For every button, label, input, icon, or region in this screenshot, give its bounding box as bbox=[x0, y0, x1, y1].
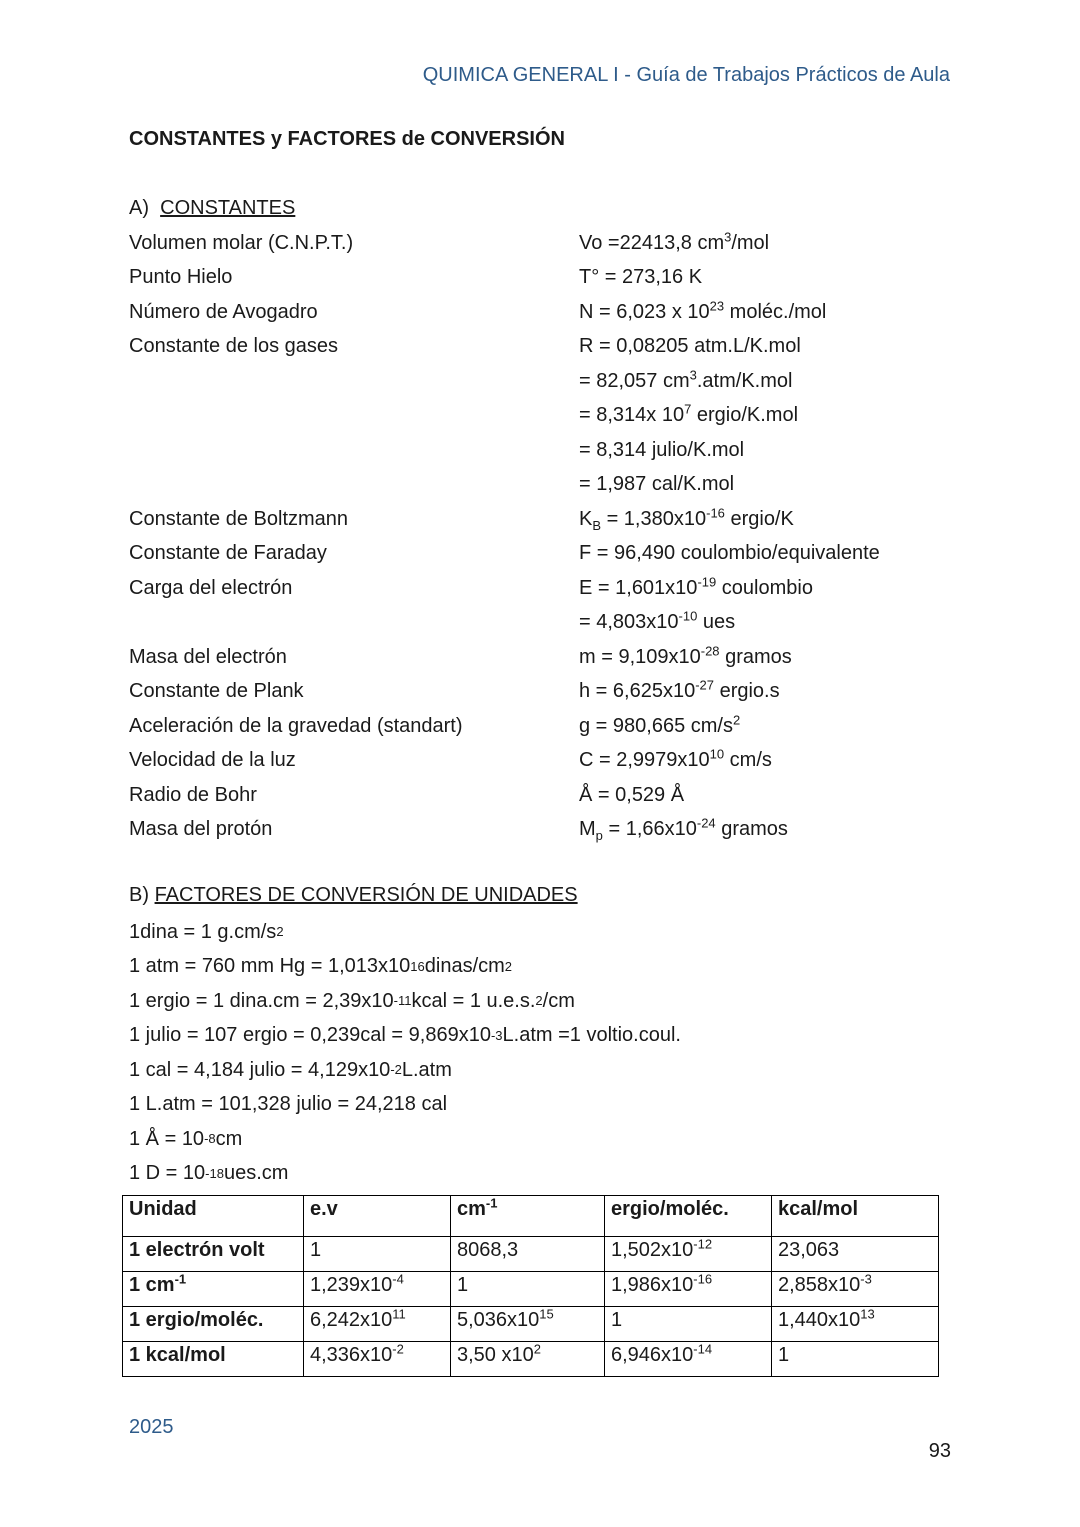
constant-label: Volumen molar (C.N.P.T.) bbox=[129, 231, 354, 254]
table-cell bbox=[772, 1196, 939, 1237]
constant-value bbox=[579, 542, 880, 565]
constant-row bbox=[129, 744, 949, 779]
value-text: = 1,987 cal/K.mol bbox=[579, 473, 735, 496]
factor-row: 1 D = 10 -18 ues.cm bbox=[129, 1162, 289, 1185]
page-header: QUIMICA GENERAL I - Guía de Trabajos Prácticos de Aula bbox=[422, 64, 950, 86]
constant-label: Número de Avogadro bbox=[129, 300, 318, 323]
constant-value bbox=[579, 367, 793, 393]
value-exponent: -10 bbox=[678, 608, 698, 624]
value-unit: ergio.s bbox=[714, 680, 780, 703]
constant-value bbox=[579, 505, 794, 533]
constant-value bbox=[579, 712, 741, 738]
value-unit: coulombio bbox=[716, 576, 813, 599]
cell-text: 1 electrón volt bbox=[129, 1239, 265, 1261]
value-text: Vo =22413,8 cm bbox=[579, 231, 725, 254]
cell-exponent: 15 bbox=[539, 1306, 554, 1322]
table-row bbox=[123, 1237, 939, 1272]
value-unit: .atm/K.mol bbox=[696, 369, 793, 392]
factor-text: 1 ergio = 1 dina.cm = 2,39x10 bbox=[129, 989, 394, 1012]
table-cell bbox=[605, 1237, 772, 1272]
factor-text: /cm bbox=[542, 989, 575, 1012]
cell-exponent: -2 bbox=[392, 1341, 404, 1357]
cell-exponent: -14 bbox=[693, 1341, 713, 1357]
value-text: R = 0,08205 atm.L/K.mol bbox=[579, 335, 801, 358]
factor-row bbox=[129, 1088, 681, 1123]
factor-text: 1 L.atm = 101,328 julio = 24,218 cal bbox=[129, 1093, 448, 1116]
table-cell bbox=[451, 1272, 605, 1307]
factor-text: 1 julio = 107 ergio = 0,239cal = 9,869x10 bbox=[129, 1024, 491, 1047]
value-exponent: 2 bbox=[732, 712, 741, 728]
constant-row bbox=[129, 709, 949, 744]
factor-row: 1 Å = 10 -8 cm bbox=[129, 1127, 243, 1150]
cell-text: e.v bbox=[310, 1198, 338, 1220]
constant-row bbox=[129, 330, 949, 365]
table-cell bbox=[605, 1272, 772, 1307]
value-exponent: 3 bbox=[689, 367, 697, 383]
value-text: Å = 0,529 Å bbox=[579, 783, 685, 806]
document-title: CONSTANTES y FACTORES de CONVERSIÓN bbox=[129, 128, 565, 150]
section-a-title: CONSTANTES bbox=[160, 197, 296, 219]
cell-exponent: -3 bbox=[860, 1271, 872, 1287]
constant-value bbox=[579, 784, 684, 807]
section-b-title: FACTORES DE CONVERSIÓN DE UNIDADES bbox=[154, 884, 578, 906]
value-text: T° = 273,16 K bbox=[579, 266, 703, 289]
value-exponent: -19 bbox=[697, 574, 717, 590]
constant-label: Constante de Boltzmann bbox=[129, 507, 349, 530]
constants-list bbox=[129, 226, 949, 847]
section-a-heading bbox=[129, 197, 295, 220]
cell-text: 1,502x10 bbox=[611, 1239, 694, 1261]
value-unit: ergio/K bbox=[724, 507, 794, 530]
factor-text: 1dina = 1 g.cm/s bbox=[129, 920, 277, 943]
factor-text: 1 D = 10 bbox=[129, 1162, 206, 1185]
constant-label: Carga del electrón bbox=[129, 576, 293, 599]
table-cell bbox=[304, 1342, 451, 1377]
constant-row bbox=[129, 640, 949, 675]
cell-text: 3,50 x10 bbox=[457, 1344, 534, 1366]
cell-text: 1 bbox=[457, 1274, 469, 1296]
cell-exponent: 11 bbox=[392, 1306, 406, 1322]
value-text: = 8,314 julio/K.mol bbox=[579, 438, 745, 461]
constant-value bbox=[579, 473, 734, 496]
factor-row: 1 atm = 760 mm Hg = 1,013x10 16 dinas/cm 2 bbox=[129, 955, 513, 978]
cell-text: 4,336x10 bbox=[310, 1344, 393, 1366]
cell-exponent: -4 bbox=[392, 1271, 404, 1287]
value-text: = 8,314x 10 bbox=[579, 404, 685, 427]
table-cell bbox=[123, 1272, 304, 1307]
value-text: F = 96,490 coulombio/equivalente bbox=[579, 542, 880, 565]
constant-row bbox=[129, 571, 949, 606]
value-exponent: -16 bbox=[706, 505, 725, 521]
value-unit: gramos bbox=[719, 645, 792, 668]
table-header-row bbox=[123, 1196, 939, 1237]
value-exponent: -27 bbox=[695, 677, 715, 693]
cell-text: 2,858x10 bbox=[778, 1274, 861, 1296]
value-subscript: p bbox=[595, 828, 603, 844]
table-cell bbox=[605, 1196, 772, 1237]
value-unit: cm/s bbox=[724, 749, 772, 772]
constant-value bbox=[579, 746, 772, 772]
table-cell bbox=[304, 1307, 451, 1342]
constant-value bbox=[579, 677, 780, 703]
constant-value bbox=[579, 439, 744, 462]
constant-row bbox=[129, 364, 949, 399]
constant-row bbox=[129, 468, 949, 503]
cell-exponent: 13 bbox=[860, 1306, 875, 1322]
cell-text: 1 cm bbox=[129, 1274, 175, 1296]
constant-label: Constante de Plank bbox=[129, 680, 304, 703]
section-a-prefix: A) bbox=[129, 197, 149, 219]
factor-text: ues.cm bbox=[223, 1162, 289, 1185]
factor-text: 1 atm = 760 mm Hg = 1,013x10 bbox=[129, 955, 411, 978]
cell-exponent: 2 bbox=[533, 1341, 541, 1357]
constant-value bbox=[579, 298, 827, 324]
constant-label: Radio de Bohr bbox=[129, 783, 257, 806]
cell-text: 23,063 bbox=[778, 1239, 840, 1261]
value-exponent: 10 bbox=[709, 746, 725, 762]
constant-label: Masa del electrón bbox=[129, 645, 287, 668]
table-cell bbox=[451, 1342, 605, 1377]
value-text: = 1,66x10 bbox=[602, 818, 697, 841]
table-cell bbox=[451, 1307, 605, 1342]
constant-value bbox=[579, 229, 770, 255]
constant-row bbox=[129, 433, 949, 468]
cell-text: 1 ergio/moléc. bbox=[129, 1309, 264, 1331]
value-exponent: -24 bbox=[696, 815, 716, 831]
constant-value bbox=[579, 401, 799, 427]
constant-row bbox=[129, 675, 949, 710]
cell-text: 1 bbox=[778, 1344, 790, 1366]
constant-label: Masa del protón bbox=[129, 818, 273, 841]
factor-row: 1dina = 1 g.cm/s 2 bbox=[129, 920, 284, 943]
factor-row: 1 ergio = 1 dina.cm = 2,39x10 -11 kcal = 1 u.e.s. 2 /cm bbox=[129, 989, 575, 1012]
cell-text: kcal/mol bbox=[778, 1198, 859, 1220]
value-text: N = 6,023 x 10 bbox=[579, 300, 710, 323]
value-unit: ergio/K.mol bbox=[691, 404, 799, 427]
value-unit: ues bbox=[697, 611, 736, 634]
constant-label: Constante de los gases bbox=[129, 335, 339, 358]
value-text: E = 1,601x10 bbox=[579, 576, 698, 599]
constant-value bbox=[579, 266, 702, 289]
value-subscript: B bbox=[592, 517, 602, 533]
cell-text: 6,946x10 bbox=[611, 1344, 694, 1366]
value-exponent: 3 bbox=[724, 229, 732, 245]
table-cell bbox=[772, 1272, 939, 1307]
constant-label: Constante de Faraday bbox=[129, 542, 327, 565]
cell-text: 5,036x10 bbox=[457, 1309, 540, 1331]
conversion-factors-list bbox=[129, 915, 681, 1191]
cell-text: 6,242x10 bbox=[310, 1309, 393, 1331]
table-cell bbox=[772, 1307, 939, 1342]
constant-row bbox=[129, 295, 949, 330]
constant-row bbox=[129, 226, 949, 261]
table-cell bbox=[123, 1237, 304, 1272]
value-text: K bbox=[579, 507, 593, 530]
value-text: g = 980,665 cm/s bbox=[579, 714, 733, 737]
constant-row bbox=[129, 813, 949, 848]
value-unit: moléc./mol bbox=[724, 300, 827, 323]
value-text: h = 6,625x10 bbox=[579, 680, 696, 703]
conversion-table bbox=[122, 1195, 939, 1377]
section-b-heading bbox=[129, 884, 578, 907]
constant-label: Velocidad de la luz bbox=[129, 749, 296, 772]
table-cell bbox=[304, 1272, 451, 1307]
cell-exponent: -16 bbox=[693, 1271, 713, 1287]
cell-text: Unidad bbox=[129, 1198, 197, 1220]
value-text: = 82,057 cm bbox=[579, 369, 690, 392]
factor-text: L.atm =1 voltio.coul. bbox=[502, 1024, 681, 1047]
constant-label: Aceleración de la gravedad (standart) bbox=[129, 714, 463, 737]
value-text: = 4,803x10 bbox=[579, 611, 679, 634]
table-cell bbox=[605, 1342, 772, 1377]
footer-year: 2025 bbox=[129, 1416, 174, 1438]
value-exponent: 7 bbox=[684, 401, 692, 417]
table-cell bbox=[123, 1196, 304, 1237]
cell-text: 1 kcal/mol bbox=[129, 1344, 226, 1366]
table-cell bbox=[451, 1237, 605, 1272]
factor-row: 1 cal = 4,184 julio = 4,129x10 -2 L.atm bbox=[129, 1058, 452, 1081]
constant-row bbox=[129, 399, 949, 434]
constant-label: Punto Hielo bbox=[129, 266, 233, 289]
factor-text: dinas/cm bbox=[424, 955, 505, 978]
table-cell bbox=[451, 1196, 605, 1237]
cell-text: 8068,3 bbox=[457, 1239, 519, 1261]
cell-exponent: -1 bbox=[174, 1271, 187, 1287]
cell-text: 1 bbox=[310, 1239, 322, 1261]
constant-row bbox=[129, 537, 949, 572]
constant-value bbox=[579, 574, 813, 600]
constant-row bbox=[129, 778, 949, 813]
cell-text: 1,440x10 bbox=[778, 1309, 861, 1331]
table-row bbox=[123, 1342, 939, 1377]
cell-exponent: -1 bbox=[485, 1195, 498, 1211]
table-cell bbox=[304, 1196, 451, 1237]
cell-text: ergio/moléc. bbox=[611, 1198, 729, 1220]
value-unit: /mol bbox=[731, 231, 770, 254]
constant-row bbox=[129, 606, 949, 641]
table-row bbox=[123, 1272, 939, 1307]
table-cell bbox=[772, 1237, 939, 1272]
factor-text: kcal = 1 u.e.s. bbox=[411, 989, 536, 1012]
constant-value bbox=[579, 608, 736, 634]
table-cell bbox=[605, 1307, 772, 1342]
cell-text: 1,986x10 bbox=[611, 1274, 694, 1296]
constant-value bbox=[579, 643, 792, 669]
cell-text: 1,239x10 bbox=[310, 1274, 393, 1296]
constant-row bbox=[129, 502, 949, 537]
table-row bbox=[123, 1307, 939, 1342]
value-text: C = 2,9979x10 bbox=[579, 749, 710, 772]
value-exponent: -28 bbox=[700, 643, 720, 659]
cell-exponent: -12 bbox=[693, 1236, 713, 1252]
section-b-prefix: B) bbox=[129, 884, 149, 906]
constant-value bbox=[579, 815, 788, 844]
factor-text: 1 Å = 10 bbox=[129, 1127, 205, 1150]
table-cell bbox=[304, 1237, 451, 1272]
constant-value bbox=[579, 335, 801, 358]
value-unit: gramos bbox=[715, 818, 788, 841]
value-text: m = 9,109x10 bbox=[579, 645, 701, 668]
factor-text: 1 cal = 4,184 julio = 4,129x10 bbox=[129, 1058, 391, 1081]
factor-text: cm bbox=[215, 1127, 243, 1150]
factor-text: L.atm bbox=[401, 1058, 452, 1081]
constant-row bbox=[129, 261, 949, 296]
table-cell bbox=[772, 1342, 939, 1377]
value-text: = 1,380x10 bbox=[601, 507, 707, 530]
value-text: M bbox=[579, 818, 596, 841]
cell-text: cm bbox=[457, 1198, 486, 1220]
table-cell bbox=[123, 1342, 304, 1377]
page-number: 93 bbox=[928, 1440, 951, 1462]
value-exponent: 23 bbox=[709, 298, 725, 314]
factor-row: 1 julio = 107 ergio = 0,239cal = 9,869x10 -3 L.atm =1 voltio.coul. bbox=[129, 1024, 681, 1047]
table-cell bbox=[123, 1307, 304, 1342]
cell-text: 1 bbox=[611, 1309, 623, 1331]
